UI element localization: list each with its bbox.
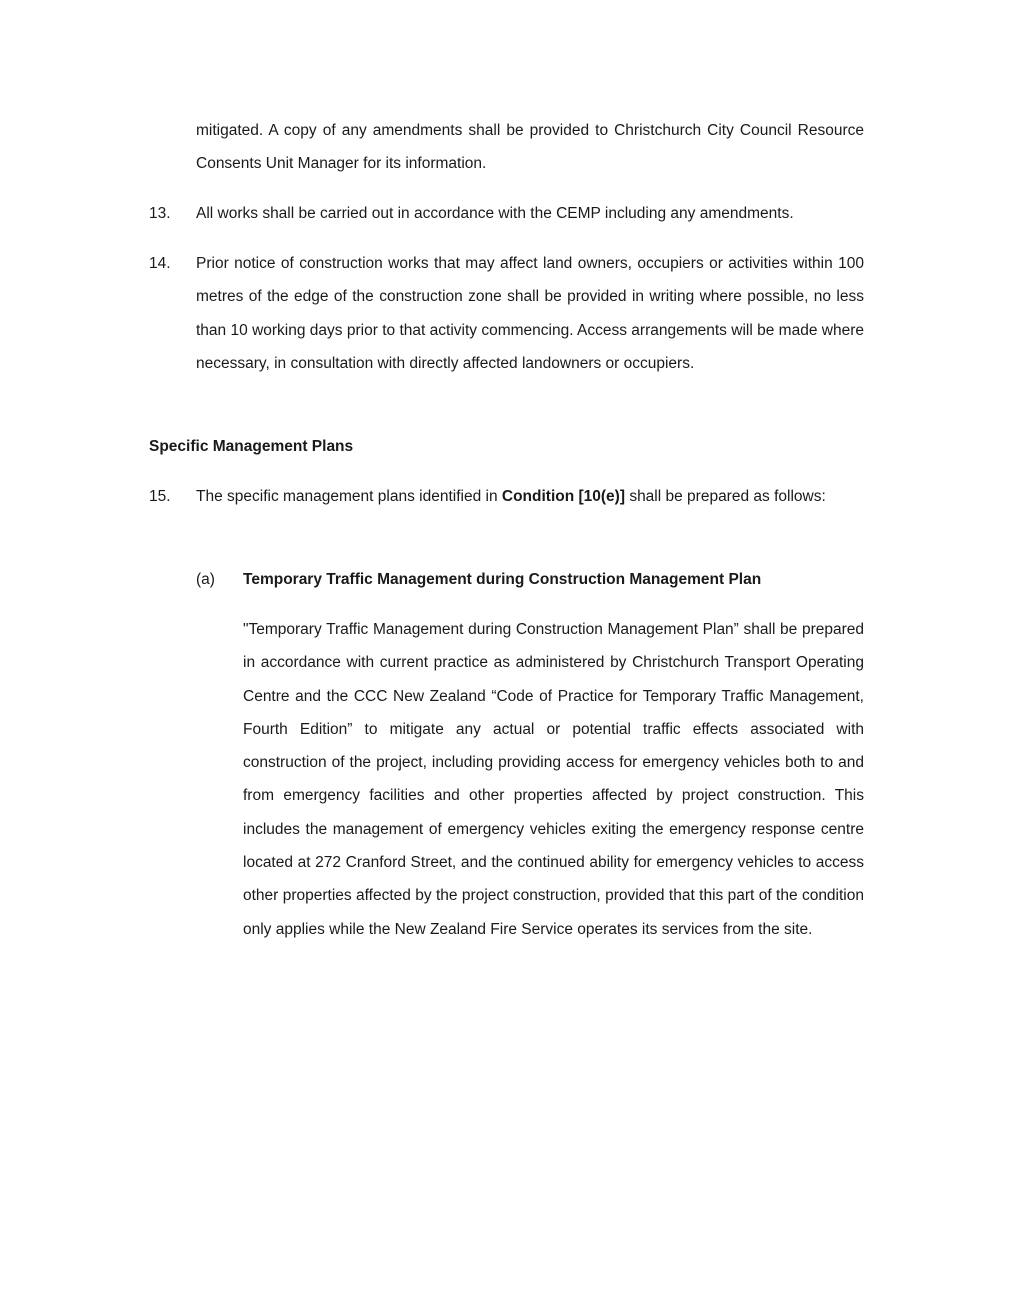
subclause-a-title: Temporary Traffic Management during Construction Management Plan	[243, 571, 762, 588]
clause-15-text-after: shall be prepared as follows:	[629, 488, 826, 505]
clause-15-number: 15.	[149, 488, 171, 505]
clause-13-number: 13.	[149, 205, 171, 222]
clause-13-text: All works shall be carried out in accordance with the CEMP including any amendments.	[196, 205, 794, 222]
section-heading-specific-management-plans: Specific Management Plans	[149, 438, 354, 455]
subclause-a-label: (a)	[196, 571, 215, 588]
condition-reference: Condition [10(e)]	[501, 488, 625, 505]
clause-14-text: Prior notice of construction works that may affect land owners, occupiers or activities within 100 metres of the edge of the construction zone shall be provided in writing where possible, no less than 10 working days prior to that activity commencing. Access arrangements will be made where necessary, in consultation with directly affected landowners or occupiers.	[196, 255, 864, 372]
continued-paragraph: mitigated. A copy of any amendments shall be provided to Christchurch City Council Resource Consents Unit Manager for its information.	[196, 122, 864, 173]
clause-15-text-before: The specific management plans identified in	[196, 488, 498, 505]
clause-14-number: 14.	[149, 255, 171, 272]
clause-15-text	[196, 480, 864, 513]
subclause-a-body: "Temporary Traffic Management during Construction Management Plan” shall be prepared in accordance with current practice as administered by Christchurch Transport Operating Centre and the CCC New Zealand “Code of Practice for Temporary Traffic Management, Fourth Edition” to mitigate any actual or potential traffic effects associated with construction of the project, including providing access for emergency vehicles both to and from emergency facilities and other properties affected by project construction. This includes the management of emergency vehicles exiting the emergency response centre located at 272 Cranford Street, and the continued ability for emergency vehicles to access other properties affected by the project construction, provided that this part of the condition only applies while the New Zealand Fire Service operates its services from the site.	[243, 621, 864, 938]
